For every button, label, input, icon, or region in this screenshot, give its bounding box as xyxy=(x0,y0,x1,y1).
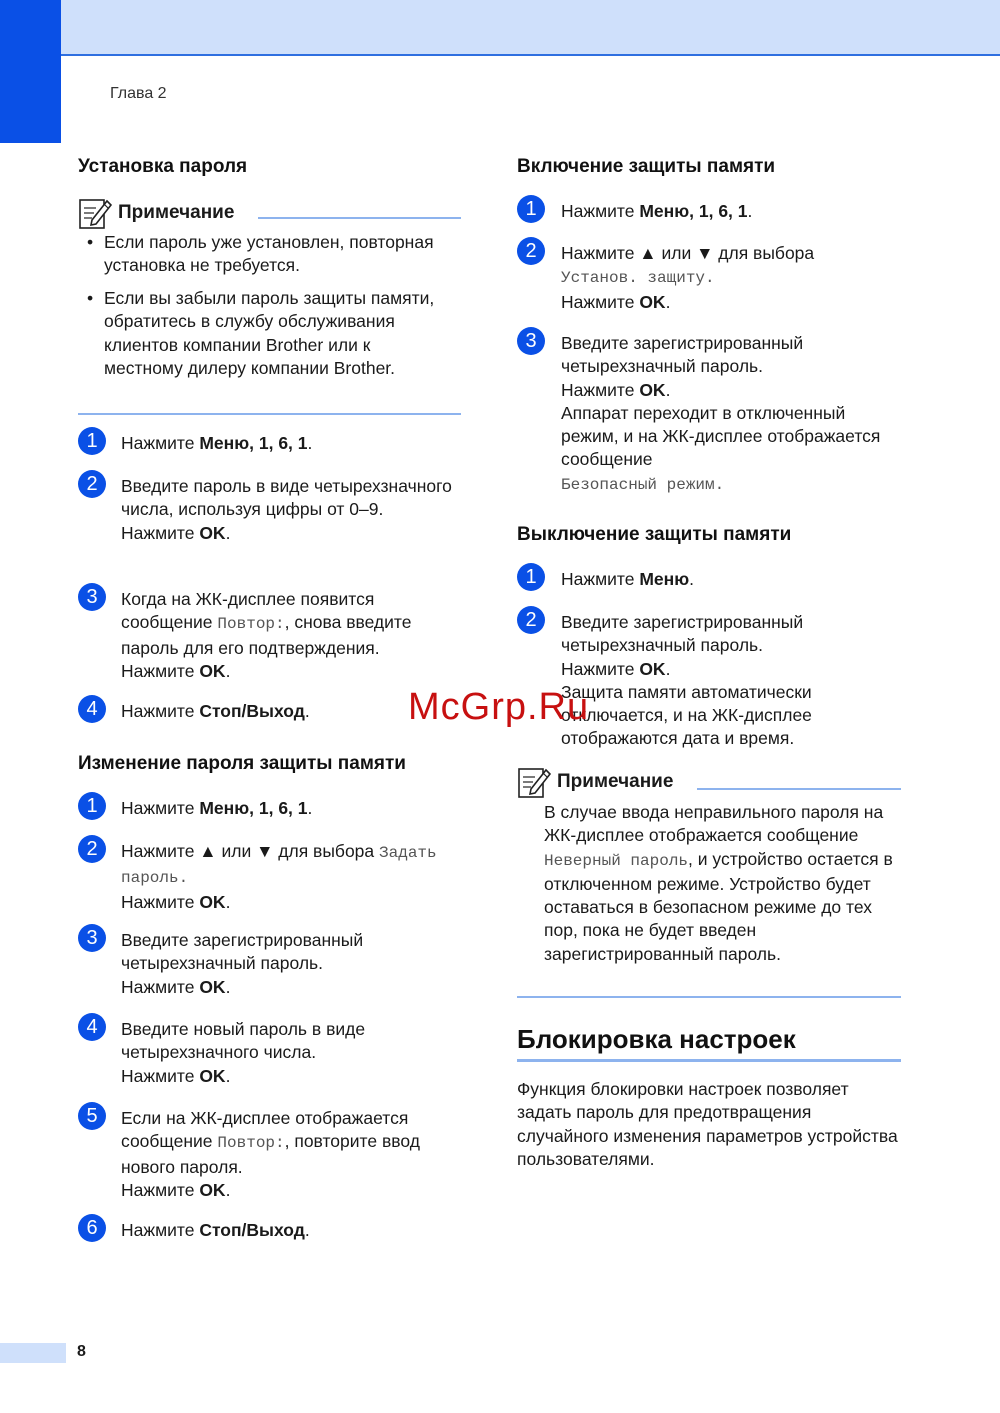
step-number: 3 xyxy=(517,327,545,355)
note-end-rule xyxy=(517,996,901,998)
settings-lock-description: Функция блокировки настроек позволяет задать пароль для предотвращения случайного изменения параметров устройства пользователями. xyxy=(517,1079,898,1169)
bullet-dot: • xyxy=(87,232,94,252)
note-bullet-text: Если пароль уже установлен, повторная установка не требуется. xyxy=(104,232,434,276)
header-band xyxy=(0,0,1000,56)
step-number: 3 xyxy=(78,583,106,611)
step-text: Введите зарегистрированный четырехзначный пароль. Нажмите OK. Защита памяти автоматически отключается, и на ЖК-дисплее отображаются дата и время. xyxy=(561,612,812,749)
note-bullet xyxy=(87,231,454,278)
step-number: 4 xyxy=(78,695,106,723)
step-number: 1 xyxy=(517,195,545,223)
step-number: 1 xyxy=(517,563,545,591)
section-title-enable-protection: Включение защиты памяти xyxy=(517,156,776,177)
step-text: Введите зарегистрированный четырехзначный пароль. Нажмите OK. Аппарат переходит в отключенный режим, и на ЖК-дисплее отображается сообщение Безопасный режим. xyxy=(561,333,881,494)
note-title: Примечание xyxy=(557,771,674,792)
step-number: 1 xyxy=(78,792,106,820)
step-text: Нажмите Меню, 1, 6, 1. xyxy=(561,201,753,221)
step-text: Нажмите Меню, 1, 6, 1. xyxy=(121,798,313,818)
note-header xyxy=(517,765,673,799)
step-text: Нажмите Меню, 1, 6, 1. xyxy=(121,433,313,453)
note-title: Примечание xyxy=(118,202,235,223)
note-end-rule xyxy=(78,413,461,415)
section-title-change-password: Изменение пароля защиты памяти xyxy=(78,753,406,774)
step-text: Нажмите ▲ или ▼ для выбора Установ. защиту. Нажмите OK. xyxy=(561,243,815,312)
step-text: Нажмите ▲ или ▼ для выбора Задать пароль. Нажмите OK. xyxy=(121,841,437,912)
note-pencil-icon xyxy=(78,196,112,230)
step-number: 2 xyxy=(78,470,106,498)
step-text: Введите новый пароль в виде четырехзначного числа. Нажмите OK. xyxy=(121,1019,366,1086)
step-text: Нажмите Стоп/Выход. xyxy=(121,701,310,721)
chapter-tab-marker xyxy=(0,0,61,143)
step-text: Введите пароль в виде четырехзначного числа, используя цифры от 0–9. Нажмите OK. xyxy=(121,476,452,543)
section-title-set-password: Установка пароля xyxy=(78,156,248,177)
bullet-dot: • xyxy=(87,288,94,308)
note-text: В случае ввода неправильного пароля на ЖК-дисплее отображается сообщение Неверный пароль, и устройство остается в отключенном режиме. Устройство будет оставаться в безопасном режиме до тех пор, пока не будет введен зарегистрированный пароль. xyxy=(544,802,893,964)
note-pencil-icon xyxy=(517,765,551,799)
note-rule xyxy=(258,217,461,219)
step-text: Нажмите Стоп/Выход. xyxy=(121,1220,310,1240)
step-number: 4 xyxy=(78,1013,106,1041)
step-number: 2 xyxy=(517,606,545,634)
page-number: 8 xyxy=(77,1343,86,1360)
step-number: 2 xyxy=(517,237,545,265)
note-header xyxy=(78,196,234,230)
note-bullet xyxy=(87,287,454,380)
heading-underline xyxy=(517,1059,901,1062)
step-number: 5 xyxy=(78,1102,106,1130)
section-title-settings-lock: Блокировка настроек xyxy=(517,1024,796,1054)
step-number: 6 xyxy=(78,1214,106,1242)
step-text: Введите зарегистрированный четырехзначный пароль. Нажмите OK. xyxy=(121,930,364,997)
note-bullet-text: Если вы забыли пароль защиты памяти, обратитесь в службу обслуживания клиентов компании Brother или к местному дилеру компании Brother. xyxy=(104,288,435,378)
page-number-band xyxy=(0,1343,66,1363)
step-number: 2 xyxy=(78,835,106,863)
step-text: Если на ЖК-дисплее отображается сообщение Повтор:, повторите ввод нового пароля. Нажмите OK. xyxy=(121,1108,420,1200)
step-number: 1 xyxy=(78,427,106,455)
step-text: Когда на ЖК-дисплее появится сообщение Повтор:, снова введите пароль для его подтверждения. Нажмите OK. xyxy=(121,589,412,681)
step-number: 3 xyxy=(78,924,106,952)
chapter-label: Глава 2 xyxy=(110,85,167,102)
note-rule xyxy=(697,788,901,790)
watermark: McGrp.Ru xyxy=(408,686,590,728)
section-title-disable-protection: Выключение защиты памяти xyxy=(517,524,792,545)
step-text: Нажмите Меню. xyxy=(561,569,695,589)
